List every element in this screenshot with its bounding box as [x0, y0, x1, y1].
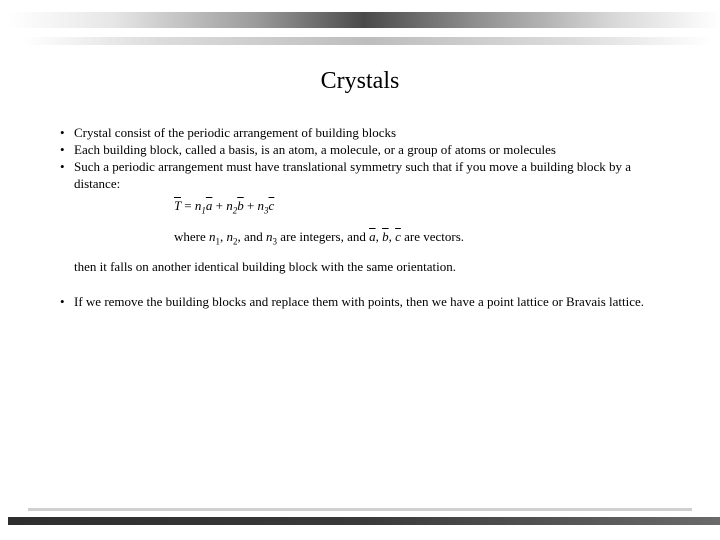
- footer-line: [28, 508, 692, 511]
- vector-c: $\overline{c}$: [395, 229, 401, 244]
- plus-sign: +: [246, 198, 255, 213]
- slide-title: Crystals: [320, 68, 400, 94]
- sub-2: 2: [233, 236, 238, 247]
- integers-text: are integers, and: [277, 229, 370, 244]
- var-n3: n: [266, 229, 273, 244]
- var-n2: n: [226, 229, 234, 244]
- bullet-list-2: [60, 293, 660, 310]
- bullet-list: [60, 124, 660, 192]
- vector-T: $\overline{T}$: [174, 198, 181, 213]
- header-gradient-bar: [8, 12, 720, 28]
- footer-bar: [8, 517, 720, 525]
- bullet-text: If we remove the building blocks and replace them with points, then we have a point lattice or Bravais lattice.: [74, 294, 645, 309]
- sub-3: 3: [264, 205, 269, 216]
- bullet-text: Such a periodic arrangement must have translational symmetry such that if you move a building block by a distance:: [74, 159, 632, 191]
- translation-equation: [174, 198, 274, 216]
- vector-a: $\overline{a}$: [205, 198, 213, 213]
- bullet-dot: •: [60, 294, 65, 309]
- then-text: then it falls on another identical building block with the same orientation.: [74, 259, 456, 274]
- equals-sign: =: [184, 198, 192, 213]
- list-item: [60, 124, 660, 141]
- vector-c: $\overline{c}$: [268, 198, 275, 213]
- bullet-dot: •: [60, 125, 65, 140]
- sub-2: 2: [232, 205, 238, 216]
- bullet-text: Crystal consist of the periodic arrangement of building blocks: [74, 125, 397, 140]
- list-item: [60, 293, 660, 310]
- bullet-dot: •: [60, 159, 65, 174]
- var-n1: n: [209, 229, 216, 244]
- bullet-dot: •: [60, 142, 65, 157]
- bullet-text: Each building block, called a basis, is an atom, a molecule, or a group of atoms or molecules: [74, 142, 556, 157]
- and-text: , and: [237, 229, 267, 244]
- coef-n2: n: [226, 198, 233, 213]
- vector-a: $\overline{a}$: [369, 229, 376, 244]
- plus-sign: +: [215, 198, 223, 213]
- sub-1: 1: [201, 205, 206, 216]
- coef-n1: n: [194, 198, 202, 213]
- where-text: where: [174, 229, 210, 244]
- vector-b: $\overline{b}$: [382, 229, 389, 244]
- coef-n3: n: [257, 198, 265, 213]
- vector-b: $\overline{b}$: [237, 198, 244, 213]
- comma: ,: [375, 229, 383, 244]
- where-line: [174, 229, 464, 247]
- sub-3: 3: [272, 236, 278, 247]
- comma: ,: [220, 229, 227, 244]
- comma: ,: [388, 229, 396, 244]
- sub-1: 1: [215, 236, 221, 247]
- header-sub-bar: [22, 37, 712, 45]
- list-item: [60, 158, 660, 192]
- list-item: [60, 141, 660, 158]
- vectors-text: are vectors.: [400, 229, 465, 244]
